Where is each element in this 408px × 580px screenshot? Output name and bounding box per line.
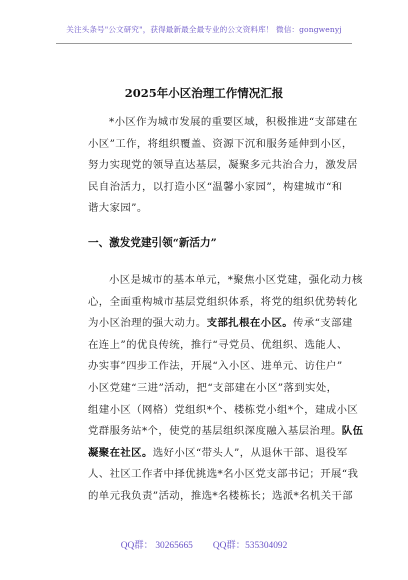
body-line: 党群服务站*个，使党的基层组织深度融入基层治理。队伍	[88, 425, 364, 438]
header-divider	[56, 43, 352, 44]
body-line: 凝聚在社区。选好小区“带头人”，从退休干部、退役军	[88, 446, 348, 459]
document-title: 2025年小区治理工作情况汇报	[124, 86, 284, 100]
body-paragraph	[88, 270, 364, 508]
body-line: 在连上”的优良传统，推行“寻党员、优组织、选能人、	[88, 338, 348, 351]
body-line: 办实事”四步工作法，开展“入小区、进单元、访住户”	[88, 360, 343, 373]
footer-qq-group-1: QQ群： 30265665	[120, 541, 193, 551]
bold-phrase: 支部扎根在小区。	[206, 317, 294, 330]
intro-line: 谐大家园”。	[88, 202, 148, 215]
bold-phrase: 凝聚在社区。	[88, 446, 153, 459]
bold-phrase: 队伍	[341, 425, 364, 438]
intro-paragraph	[88, 112, 358, 220]
body-line: 的单元我负责”活动，推选*名楼栋长；选派*名机关干部	[88, 489, 354, 502]
footer-contact	[0, 537, 408, 551]
intro-line: 小区”工作，将组织覆盖、资源下沉和服务延伸到小区，	[88, 137, 353, 150]
body-line: 组建小区（网格）党组织*个、楼栋党小组*个，建成小区	[88, 403, 359, 416]
body-line: 小区是城市的基本单元，*聚焦小区党建，强化动力核	[109, 274, 363, 286]
intro-line: 民自治活力，以打造小区“温馨小家园”，构建城市“和	[88, 180, 343, 193]
header-promo-note: 关注头条号"公文研究"，获得最新最全最专业的公文资料库！ 微信：gongwenyj	[66, 25, 342, 34]
intro-line: 努力实现党的领导直达基层，凝聚多元共治合力，激发居	[88, 159, 358, 172]
footer-qq-group-2: QQ群：535304092	[212, 541, 288, 551]
body-line: 为小区治理的强大动力。支部扎根在小区。传承“支部建	[88, 317, 353, 330]
body-line: 心，全面重构城市基层党组织体系，将党的组织优势转化	[88, 295, 358, 308]
intro-line: *小区作为城市发展的重要区域，积极推进“支部建在	[109, 116, 358, 128]
section-heading: 一、激发党建引领“新活力”	[88, 237, 217, 249]
body-line: 人、社区工作者中择优挑选*名小区党支部书记；开展“我	[88, 468, 359, 481]
body-line: 小区党建“三进”活动，把“支部建在小区”落到实处，	[88, 381, 338, 394]
